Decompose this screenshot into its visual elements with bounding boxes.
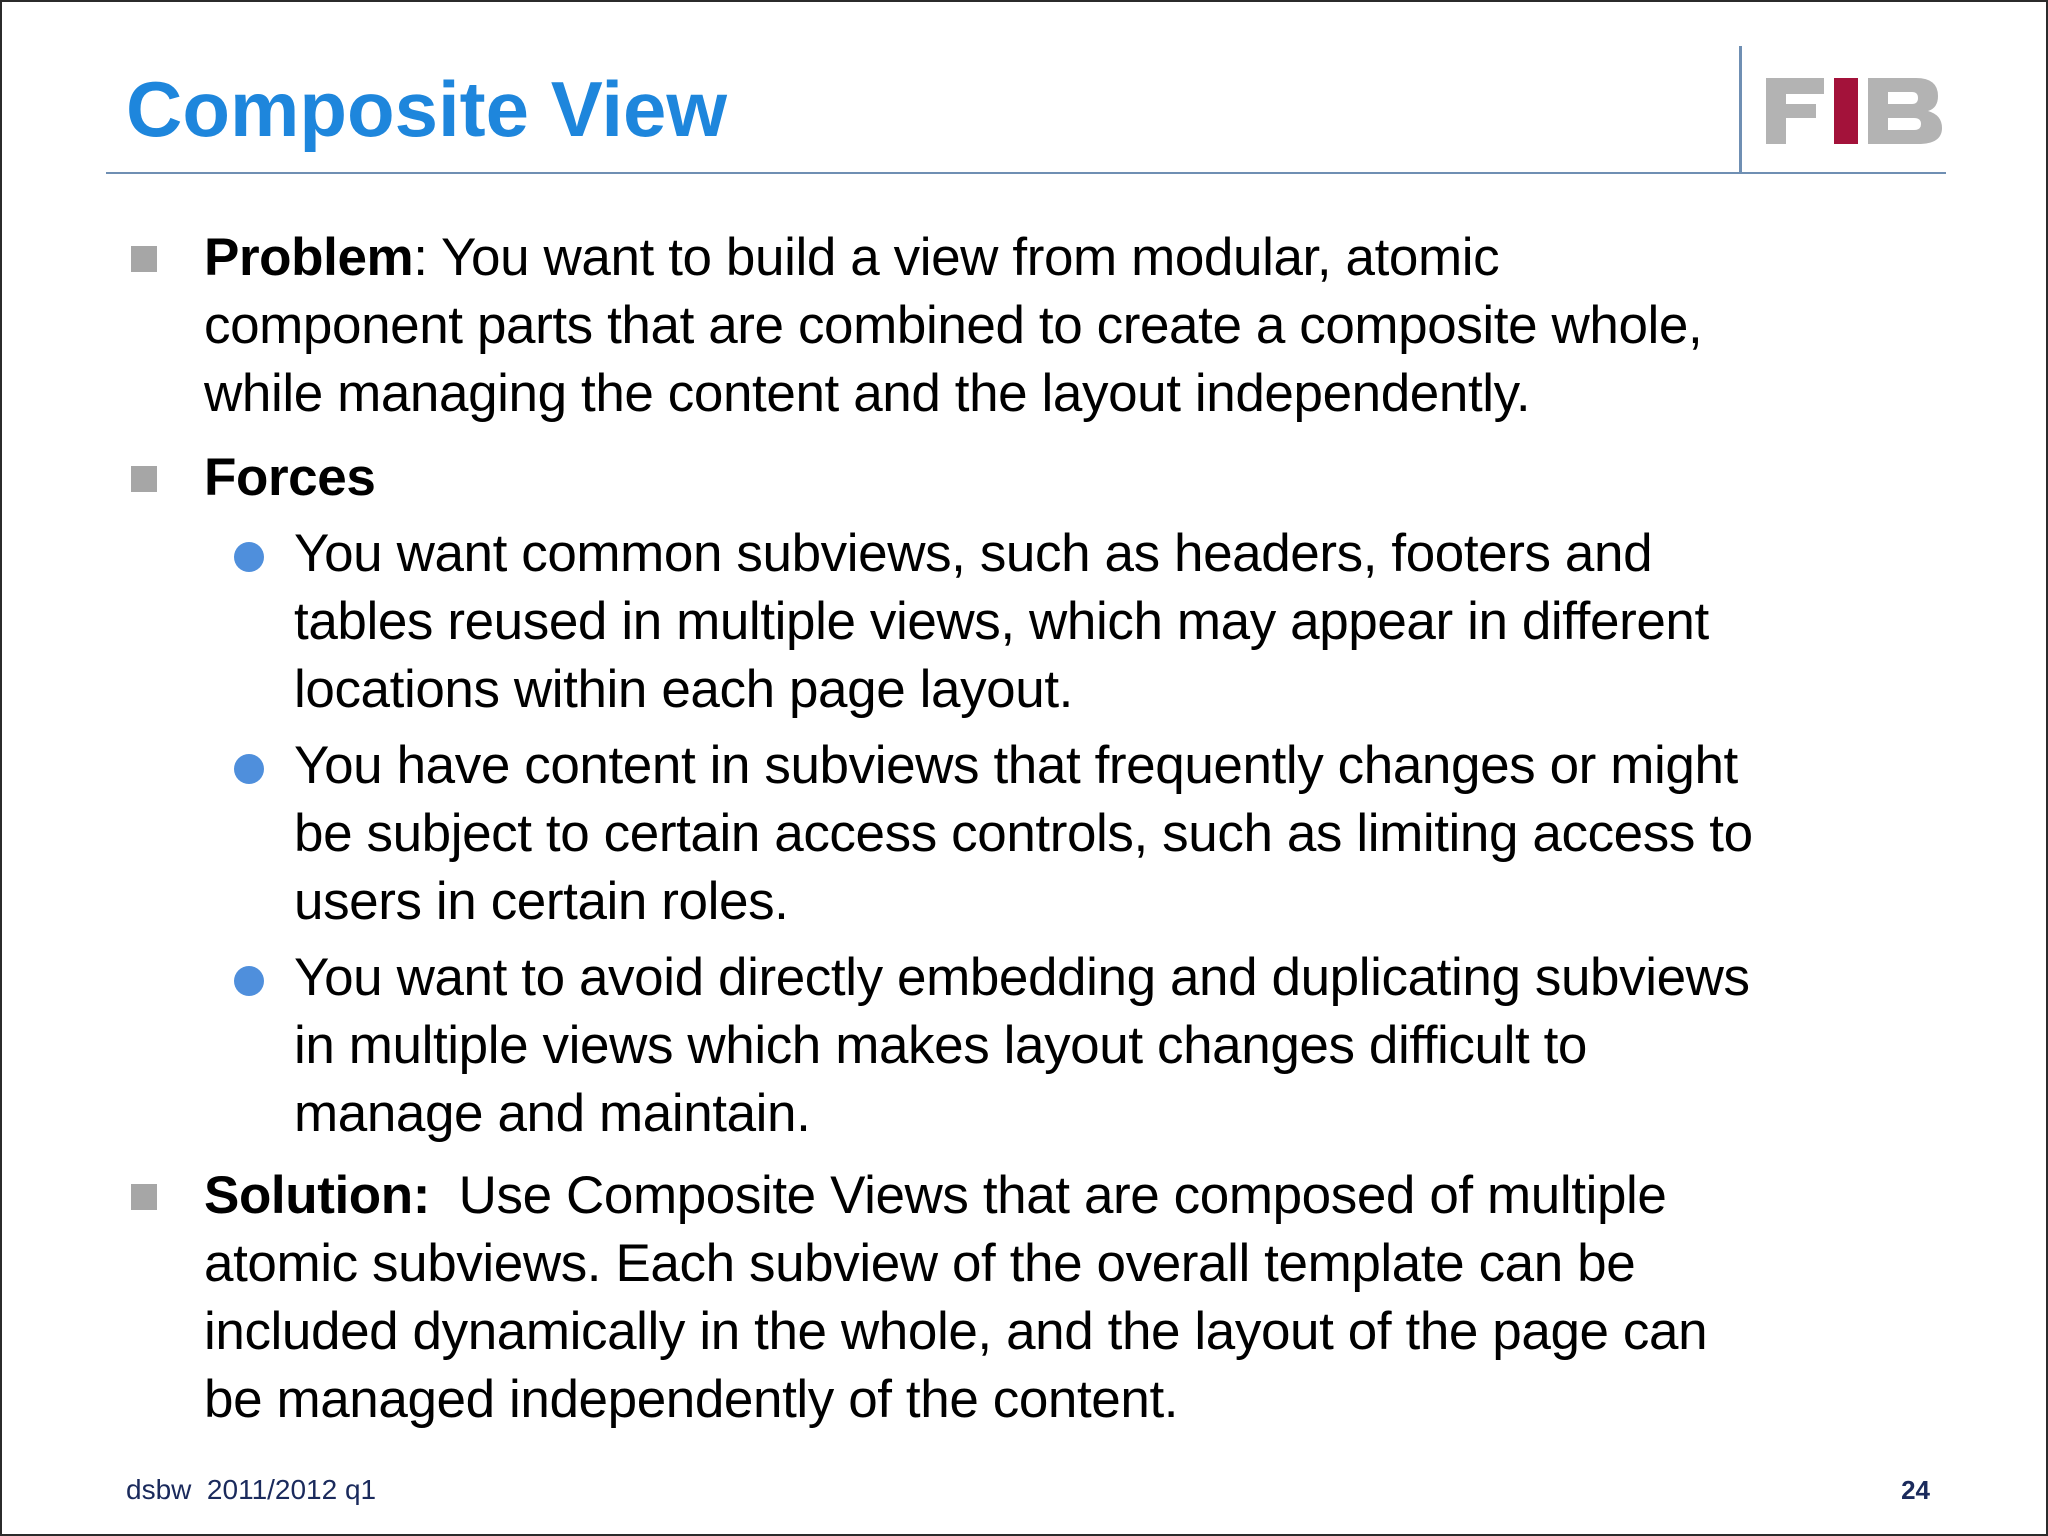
- solution-text: Use Composite Views that are composed of multiple: [430, 1166, 1667, 1225]
- solution-label: Solution:: [204, 1166, 430, 1225]
- slide-body: [2, 2, 2048, 1536]
- force-1-line-1: You want common subviews, such as headers, footers and: [294, 524, 1653, 583]
- page-number: 24: [1901, 1475, 1930, 1505]
- solution-line-3: included dynamically in the whole, and the layout of the page can: [204, 1302, 1708, 1361]
- force-2-line-3: users in certain roles.: [294, 872, 789, 931]
- square-bullet: [131, 466, 157, 492]
- force-3-line-1: You want to avoid directly embedding and duplicating subviews: [294, 948, 1750, 1007]
- force-3-line-3: manage and maintain.: [294, 1084, 811, 1143]
- square-bullet: [131, 246, 157, 272]
- solution-line-2: atomic subviews. Each subview of the overall template can be: [204, 1234, 1636, 1293]
- solution-line-4: be managed independently of the content.: [204, 1370, 1179, 1429]
- forces-label: Forces: [204, 448, 376, 507]
- round-bullet: [234, 542, 264, 572]
- solution-line-1: [204, 1162, 1667, 1230]
- problem-line-3: while managing the content and the layout independently.: [204, 364, 1531, 423]
- force-3-line-2: in multiple views which makes layout changes difficult to: [294, 1016, 1588, 1075]
- force-2-line-1: You have content in subviews that frequently changes or might: [294, 736, 1738, 795]
- problem-line-2: component parts that are combined to create a composite whole,: [204, 296, 1703, 355]
- problem-line-1: [204, 224, 1499, 292]
- force-2-line-2: be subject to certain access controls, such as limiting access to: [294, 804, 1753, 863]
- round-bullet: [234, 966, 264, 996]
- square-bullet: [131, 1184, 157, 1210]
- footer-course: dsbw 2011/2012 q1: [126, 1474, 377, 1505]
- slide-title: Composite View: [126, 65, 728, 153]
- round-bullet: [234, 754, 264, 784]
- problem-text: : You want to build a view from modular, atomic: [413, 228, 1500, 287]
- force-1-line-2: tables reused in multiple views, which may appear in different: [294, 592, 1709, 651]
- problem-label: Problem: [204, 228, 414, 287]
- force-1-line-3: locations within each page layout.: [294, 660, 1073, 719]
